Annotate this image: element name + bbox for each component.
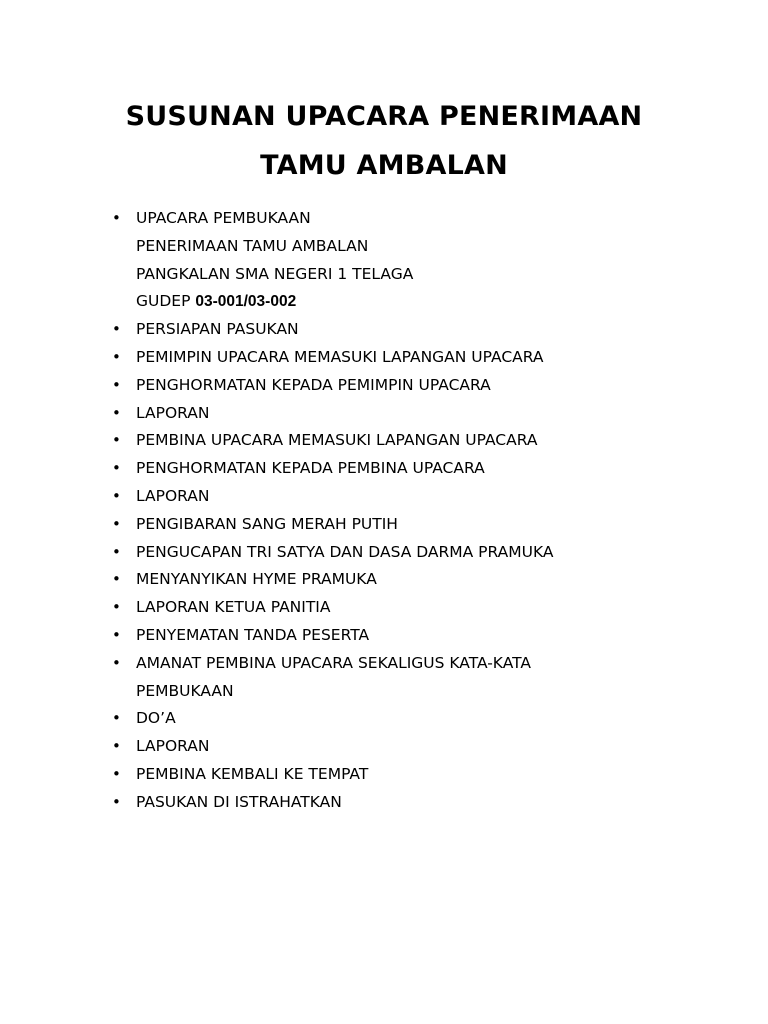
gudep-label: GUDEP <box>136 292 196 311</box>
bullet-icon: • <box>112 625 121 644</box>
list-item-text: PEMBINA KEMBALI KE TEMPAT <box>136 764 369 783</box>
opening-subline: PENERIMAAN TAMU AMBALAN <box>136 236 369 255</box>
document-title-line-2: TAMU AMBALAN <box>260 150 508 181</box>
bullet-icon: • <box>112 320 121 339</box>
list-item-continuation <box>112 678 732 706</box>
list-item <box>112 483 732 511</box>
bullet-icon: • <box>112 209 121 227</box>
list-item-continuation <box>112 288 732 316</box>
list-item-text: UPACARA PEMBUKAAN <box>136 209 311 227</box>
bullet-icon: • <box>112 459 121 478</box>
list-item <box>112 400 732 428</box>
list-item-text: DO’A <box>136 709 176 728</box>
list-item-text: PENYEMATAN TANDA PESERTA <box>136 625 370 644</box>
agenda-list <box>112 205 732 817</box>
bullet-icon: • <box>112 514 121 533</box>
list-item <box>112 566 732 594</box>
list-item-text: PENGHORMATAN KEPADA PEMBINA UPACARA <box>136 459 485 478</box>
list-item-text: PENGUCAPAN TRI SATYA DAN DASA DARMA PRAMUKA <box>136 542 554 561</box>
list-item-text: PEMIMPIN UPACARA MEMASUKI LAPANGAN UPACARA <box>136 347 544 366</box>
list-item <box>112 733 732 761</box>
document-title-line-1: SUSUNAN UPACARA PENERIMAAN <box>125 101 643 132</box>
bullet-icon: • <box>112 598 121 617</box>
bullet-icon: • <box>112 709 121 728</box>
bullet-icon: • <box>112 653 121 672</box>
opening-subline: PANGKALAN SMA NEGERI 1 TELAGA <box>136 264 414 283</box>
gudep-line <box>136 288 296 316</box>
list-item-text: PENGIBARAN SANG MERAH PUTIH <box>136 514 398 533</box>
list-item-text: LAPORAN KETUA PANITIA <box>136 598 331 617</box>
list-item-text: LAPORAN <box>136 486 210 505</box>
bullet-icon: • <box>112 375 121 394</box>
bullet-icon: • <box>112 764 121 783</box>
list-item <box>112 344 732 372</box>
list-item-opening <box>112 205 732 233</box>
bullet-icon: • <box>112 431 121 450</box>
bullet-icon: • <box>112 347 121 366</box>
list-item <box>112 539 732 567</box>
list-item-text: LAPORAN <box>136 737 210 756</box>
bullet-icon: • <box>112 570 121 589</box>
list-item-text: PENGHORMATAN KEPADA PEMIMPIN UPACARA <box>136 375 491 394</box>
gudep-code: 03-001/03-002 <box>195 293 297 311</box>
list-item <box>112 427 732 455</box>
list-item-continuation <box>112 261 732 289</box>
list-item-text: PERSIAPAN PASUKAN <box>136 320 299 339</box>
list-item <box>112 455 732 483</box>
list-item <box>112 372 732 400</box>
list-item <box>112 705 732 733</box>
list-item-text: MENYANYIKAN HYME PRAMUKA <box>136 570 377 589</box>
bullet-icon: • <box>112 737 121 756</box>
list-item-text: LAPORAN <box>136 403 210 422</box>
list-item-continuation <box>112 233 732 261</box>
list-item <box>112 316 732 344</box>
list-item <box>112 761 732 789</box>
list-item <box>112 594 732 622</box>
list-item <box>112 650 732 678</box>
bullet-icon: • <box>112 403 121 422</box>
list-item-text: PEMBUKAAN <box>136 681 234 700</box>
list-item <box>112 511 732 539</box>
list-item-text: AMANAT PEMBINA UPACARA SEKALIGUS KATA-KATA <box>136 653 531 672</box>
list-item-text: PEMBINA UPACARA MEMASUKI LAPANGAN UPACARA <box>136 431 538 450</box>
bullet-icon: • <box>112 792 121 811</box>
bullet-icon: • <box>112 542 121 561</box>
list-item <box>112 622 732 650</box>
bullet-icon: • <box>112 486 121 505</box>
list-item-text: PASUKAN DI ISTRAHATKAN <box>136 792 342 811</box>
list-item <box>112 789 732 817</box>
